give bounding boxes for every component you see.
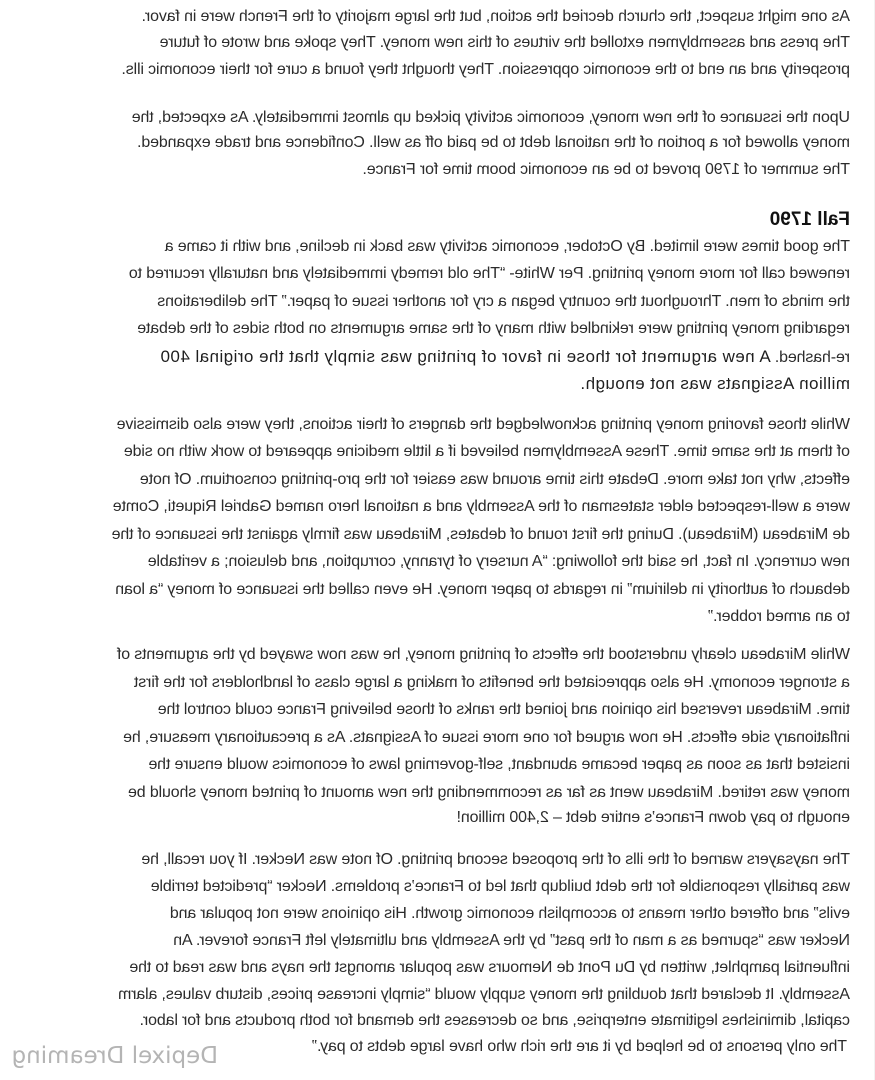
text-line: While those favoring money printing acknowledged the dangers of their actions, they were also dismissive [116,416,850,433]
text-line [160,347,850,367]
text-line: regarding money printing were rekindled with many of the same arguments on both sides of the debate [137,320,850,337]
text-line: the minds of men. Throughout the country began a cry for another issue of paper.” The deliberations [157,293,850,310]
text-line: money allowed for a portion of the national debt to be paid off as well. Confidence and trade expanded. [137,134,850,151]
text-line: time. Mirabeau reversed his opinion and joined the ranks of those believing France could control the [157,701,850,718]
section-heading: Fall 1790 [769,209,850,230]
text-line: debauch of authority in delirium” in regards to paper money. He even called the issuance of money “a loan [115,581,850,598]
text-line: a stronger economy. He also appreciated the benefits of making a large class of landholders for the first [134,674,850,691]
text-line: to an armed robber.” [708,608,850,625]
text-line: While Mirabeau clearly understood the effects of printing money, he was now swayed by the arguments of [117,646,850,663]
text-line: effects, why not take more. Debate this time around was easier for the pro-printing consortium. Of note [140,471,850,488]
text-line: influential pamphlet, written by Du Pont de Nemours was popular amongst the nays and was read to the [129,959,850,976]
text-line: The good times were limited. By October, economic activity was back in decline, and with it came a [164,238,850,255]
text-line: Upon the issuance of the new money, economic activity picked up almost immediately. As expected, the [131,109,850,126]
text-line: insisted that as soon as paper became abundant, self-governing laws of economics would ensure the [148,756,850,773]
text-line: Necker was “spurned as a man of the past” by the Assembly and ultimately left France forever. An [173,932,850,949]
emphasis-line: million Assignats was not enough. [580,374,850,393]
text-line: new currency. In fact, he said the following: “A nursery of tyranny, corruption, and delusion; a veritable [147,553,850,570]
text-line: evils” and offered other means to accomplish economic growth. His opinions were not popular and [169,905,850,922]
text-line: renewed call for more money printing. Per White- “The old remedy immediately and naturally recurred to [128,265,850,282]
text-line: The naysayers warned of the ills of the proposed second printing. Of note was Necker. If you recall, he [141,851,850,868]
text-line: of them at the same time. These Assemblymen believed if a little medicine appeared to work with no side [124,443,850,460]
text-segment: re-hashed. [770,349,850,366]
text-line: were a well-respected elder statesman of the Assembly and a national hero named Gabriel Riqueti, Comte [112,498,850,515]
text-line: enough to pay down France’s entire debt – 2,400 million! [456,809,850,826]
text-line: de Mirabeau (Mirabeau). During the first round of debates, Mirabeau was firmly against the issuance of the [111,526,850,543]
text-line: prosperity and an end to the economic oppression. They thought they found a cure for their economic ills. [121,61,850,78]
watermark: Depixel Dreaming [11,1043,218,1069]
emphasis-text: A new argument for those in favor of printing was simply that the original 400 [160,347,771,366]
text-line: was partially responsible for the debt buildup that led to France’s problems. Necker “predicted terrible [150,878,850,895]
text-line: money was retired. Mirabeau went as far as recommending the new amount of printed money should be [128,784,850,801]
text-line: As one might suspect, the church decried the action, but the large majority of the French were in favor. [141,8,850,25]
text-line: The press and assemblymen extolled the virtues of this new money. They spoke and wrote of future [159,34,850,51]
text-line: capital, diminishes legitimate enterprise, and so decreases the demand for both products and for labor. [139,1012,850,1029]
text-line: Assembly. It declared that doubling the money supply would “simply increase prices, disturb values, alarm [118,986,850,1003]
text-line: The only persons to be helped by it are the rich who have large debts to pay.” [312,1038,847,1055]
text-line: The summer of 1790 proved to be an economic boom time for France. [362,161,850,178]
text-line: inflationary side effects. He now argued for one more issue of Assignats. As a precautionary measure, he [123,729,850,746]
